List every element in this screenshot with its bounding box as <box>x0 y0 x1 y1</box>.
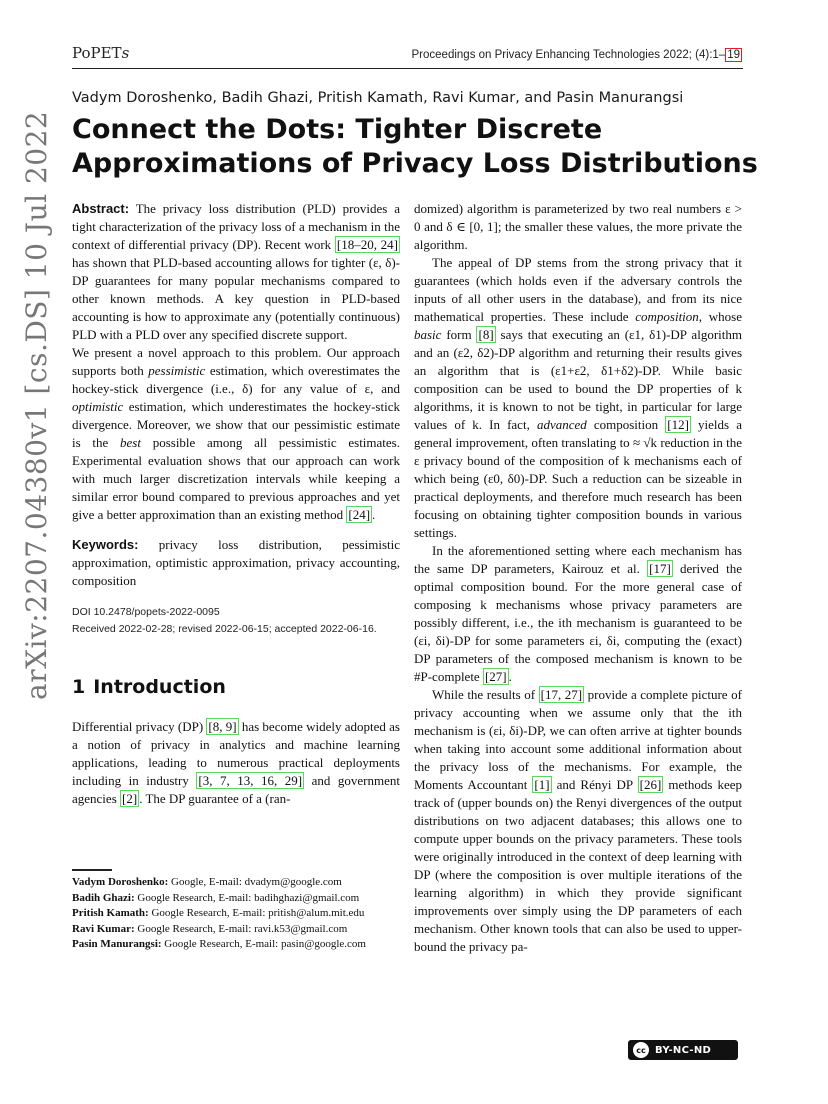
body-text: says that executing an (ε1, δ1)-DP algorithm and an (ε2, δ2)-DP algorithm and returning their results gives an algorithm that is (ε1+ε2, δ1+δ2)-DP. While basic composition can be used to bound the DP properties of k algorithms, it is known to not be tight, in particular for large values of k. In fact, <box>414 327 742 432</box>
body-paragraph <box>414 542 742 686</box>
emphasis: optimistic <box>72 399 124 414</box>
footnote-author: Ravi Kumar: <box>72 922 135 935</box>
citation-link[interactable]: [3, 7, 13, 16, 29] <box>198 773 303 788</box>
section-heading <box>72 676 400 698</box>
body-text: yields a general improvement, often translating to ≈ √k reduction in the ε privacy bound of the composition of k mechanisms each of which being (ε0, δ0)-DP. Such a reduction can be sizeable in practical deployments, and therefore much research has been focusing on obtaining tighter composition bounds in various settings. <box>414 417 742 540</box>
citation-link[interactable]: [17, 27] <box>540 687 583 702</box>
footnote-author: Pasin Manurangsi: <box>72 938 162 950</box>
body-text: derived the optimal composition bound. For the more general case of composing k mechanisms whose privacy parameters are possibly different, i.e., the ith mechanism is guaranteed to be (εi, δi)-DP for some parameters εi, δi, computing the (exact) DP parameters of the composed mechanism is known to be #P-complete <box>414 561 742 684</box>
keywords-text: privacy loss distribution, pessimistic approximation, optimistic approximation, privacy accounting, composition <box>72 537 400 588</box>
citation-link[interactable]: [26] <box>639 777 662 792</box>
abstract-text: estimation, which overestimates the hockey-stick divergence (i.e., δ) for any value of ε, and <box>72 363 400 396</box>
footnote-text: Google Research, E-mail: badihghazi@gmail.com <box>134 891 360 904</box>
body-text: The appeal of DP stems from the strong privacy that it guarantees (which holds even if the adversary controls the inputs of all other users in the database), and from its nice mathematical properties. These include <box>414 255 742 324</box>
keywords <box>72 536 400 590</box>
body-text: methods keep track of (upper bounds on) the Renyi divergences of the output distributions on two adjacent databases; this allows one to compute upper bounds on the privacy parameters. These tools were originally introduced in the context of deep learning with DP (where the composition is over multiple iterations of the learning algorithm) in which they provide significant improvements over simply using the DP parameters of each mechanism. Other known tools that can also be used to upper-bound the privacy pa- <box>414 777 742 954</box>
proceedings-text: Proceedings on Privacy Enhancing Technologies 2022; (4):1– <box>411 49 726 61</box>
body-paragraph <box>414 686 742 956</box>
doi: DOI 10.2478/popets-2022-0095 <box>72 606 220 618</box>
body-text: form <box>441 327 477 342</box>
body-text: composition <box>586 417 666 432</box>
abstract-text: We present a novel approach to this problem. Our approach supports both <box>72 345 400 378</box>
footnote-text: Google Research, E-mail: pritish@alum.mit.edu <box>148 907 365 919</box>
footnote-text: Google Research, E-mail: ravi.k53@gmail.com <box>134 922 348 935</box>
emphasis: composition <box>635 309 699 324</box>
arxiv-stamp: arXiv:2207.04380v1 [cs.DS] 10 Jul 2022 <box>20 110 53 700</box>
body-text: and Rényi DP <box>551 777 638 792</box>
body-text: . <box>508 669 512 684</box>
body-text: , whose <box>698 309 742 324</box>
license-text: BY-NC-ND <box>655 1044 712 1056</box>
page-total-link[interactable]: 19 <box>727 49 740 61</box>
author-footnotes <box>72 875 392 953</box>
citation-link[interactable]: [8] <box>478 327 494 342</box>
title-line-2: Approximations of Privacy Loss Distributions <box>72 148 758 179</box>
article-meta <box>72 604 400 638</box>
emphasis: pessimistic <box>148 363 206 378</box>
footnote-author: Pritish Kamath: <box>72 907 149 919</box>
footnote-entry <box>72 922 392 938</box>
body-paragraph: domized) algorithm is parameterized by two real numbers ε > 0 and δ ∈ [0, 1]; the smaller these values, the more private the algorithm. <box>414 201 742 252</box>
footnote-author: Vadym Doroshenko: <box>72 876 169 888</box>
section-number: 1 <box>72 676 86 698</box>
citation-link[interactable]: [24] <box>348 507 371 522</box>
body-paragraph <box>414 254 742 542</box>
citation-link[interactable]: [27] <box>484 669 507 684</box>
citation-link[interactable]: [17] <box>649 561 671 576</box>
cc-license-badge[interactable] <box>628 1040 738 1060</box>
journal-prefix: PoPET <box>72 44 122 62</box>
citation-link[interactable]: [12] <box>667 417 689 432</box>
body-text: While the results of <box>432 687 539 702</box>
footnote-text: Google Research, E-mail: pasin@google.com <box>161 938 366 950</box>
footnote-entry <box>72 906 392 922</box>
author-list: Vadym Doroshenko, Badih Ghazi, Pritish Kamath, Ravi Kumar, and Pasin Manurangsi <box>72 90 684 106</box>
emphasis: best <box>120 435 141 450</box>
body-text: and government agencies <box>72 773 400 806</box>
footnote-author: Badih Ghazi: <box>72 891 135 904</box>
body-text: has become widely adopted as a notion of privacy in analytics and machine learning applications, leading to numerous practical deployments including in industry <box>72 719 400 788</box>
abstract-text: has shown that PLD-based accounting allows for tighter (ε, δ)-DP guarantees for many popular mechanisms compared to other known methods. A key question in PLD-based accounting is how to approximate any (potentially continuous) PLD with a PLD over any specified discrete support. <box>72 255 400 342</box>
emphasis: basic <box>414 327 442 342</box>
citation-link[interactable]: [18–20, 24] <box>336 237 398 252</box>
footnote-rule <box>72 869 112 871</box>
footnote-entry <box>72 875 392 891</box>
body-text: . The DP guarantee of a (ran- <box>139 791 291 806</box>
received-dates: Received 2022-02-28; revised 2022-06-15; accepted 2022-06-16. <box>72 623 377 635</box>
abstract-text: possible among all pessimistic estimates. Experimental evaluation shows that our approach can work with much larger discretization intervals while keeping a similar error bound compared to previous approaches and yet give a better approximation than an existing method <box>72 435 400 522</box>
citation-link[interactable]: [2] <box>122 791 138 806</box>
paper-title <box>72 113 758 181</box>
body-text: Differential privacy (DP) <box>72 719 207 734</box>
journal-suffix: s <box>121 44 130 62</box>
abstract-text: The privacy loss distribution (PLD) provides a tight characterization of the privacy loss of a mechanism in the context of differential privacy (DP). Recent work <box>72 201 400 252</box>
title-line-1: Connect the Dots: Tighter Discrete <box>72 114 603 145</box>
abstract-paragraph-2 <box>72 344 400 524</box>
body-text: provide a complete picture of privacy accounting when we assume only that the ith mechanism is (εi, δi)-DP, we can often arrive at tighter bounds when taking into account some additional information about the privacy loss of the mechanisms. For example, the Moments Accountant <box>414 687 742 792</box>
body-text: In the aforementioned setting where each mechanism has the same DP parameters, Kairouz et al. <box>414 543 742 576</box>
proceedings-line <box>412 49 742 61</box>
left-column <box>72 200 400 808</box>
journal-name <box>72 44 129 62</box>
abstract-label: Abstract: <box>72 201 130 216</box>
keywords-label: Keywords: <box>72 537 139 552</box>
footnote-text: Google, E-mail: dvadym@google.com <box>168 876 342 888</box>
cc-icon: cc <box>633 1042 649 1058</box>
footnote-entry <box>72 891 392 907</box>
header-rule <box>72 68 743 69</box>
intro-paragraph <box>72 718 400 808</box>
abstract-paragraph-1 <box>72 200 400 344</box>
footnote-entry <box>72 937 392 953</box>
abstract-text: estimation, which underestimates the hockey-stick divergence. Moreover, we show that our pessimistic estimate is the <box>72 399 400 450</box>
citation-link[interactable]: [1] <box>534 777 550 792</box>
emphasis: advanced <box>536 417 587 432</box>
citation-link[interactable]: [8, 9] <box>208 719 237 734</box>
right-column <box>414 200 742 956</box>
section-title: Introduction <box>93 676 226 698</box>
abstract-text: . <box>372 507 376 522</box>
